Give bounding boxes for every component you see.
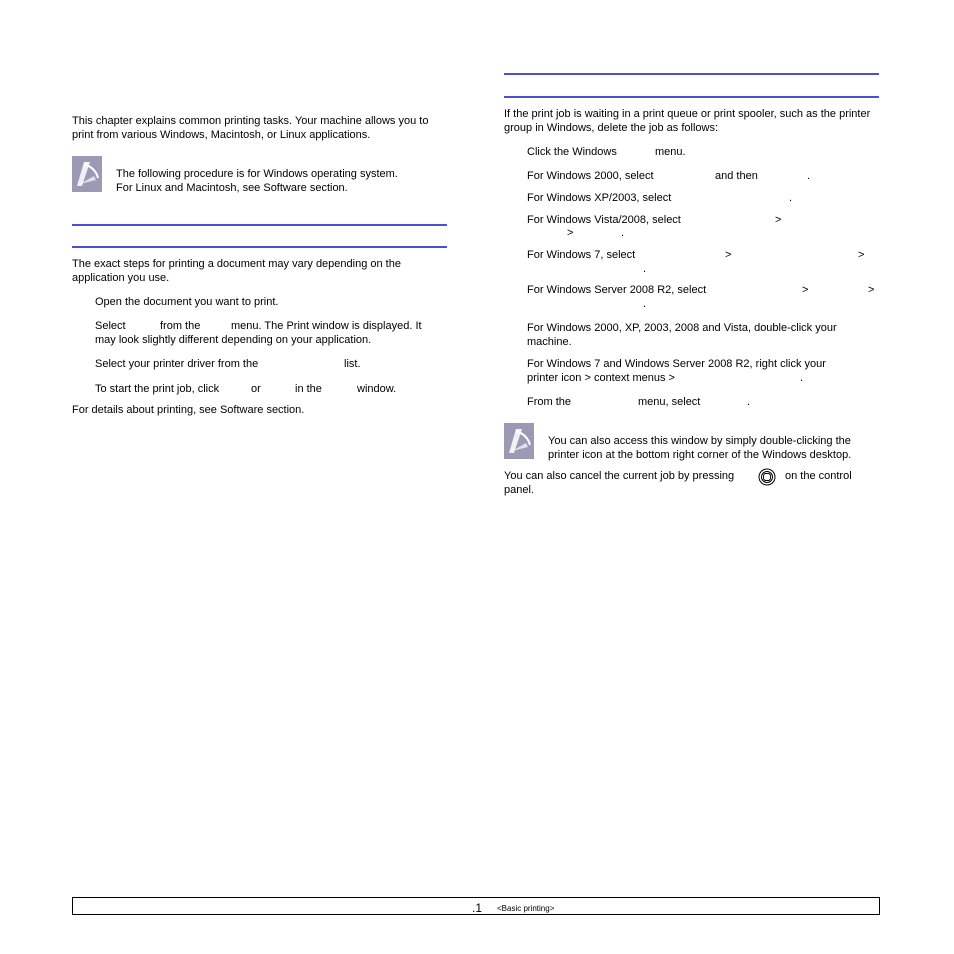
wxp-text: For Windows XP/2003, select (527, 192, 672, 204)
step-2-line2: may look slightly different depending on your application. (95, 334, 372, 346)
from-text: From the (527, 396, 572, 408)
w7-gt2: > (858, 249, 865, 261)
right-rule-top (504, 73, 879, 75)
step-4-text: To start the print job, click (95, 383, 220, 395)
step-1: Open the document you want to print. (95, 296, 279, 308)
w7-dot: . (643, 263, 647, 275)
ws2008-dot: . (643, 298, 647, 310)
right-click-line2: printer icon > context menus > (527, 372, 675, 384)
right-click-line1: For Windows 7 and Windows Server 2008 R2, right click your (527, 358, 826, 370)
note-icon (504, 423, 534, 459)
details-text: For details about printing, see Software section. (72, 404, 305, 416)
from-menu-select: menu, select (638, 396, 701, 408)
step-2-select: Select (95, 320, 126, 332)
right-click-dot: . (800, 372, 804, 384)
right-rule-bottom (504, 96, 879, 98)
step-2-from: from the (160, 320, 201, 332)
right-intro: If the print job is waiting in a print queue or print spooler, such as the printer group in Windows, delete the job as follows: (504, 108, 871, 134)
w7-gt1: > (725, 249, 732, 261)
wvista-dot: . (621, 227, 625, 239)
section-rule-bottom (72, 246, 447, 248)
step-4-window: window. (357, 383, 397, 395)
from-dot: . (747, 396, 751, 408)
wvista-gt1: > (775, 214, 782, 226)
wvista-gt2: > (567, 227, 574, 239)
w2000-and-then: and then (715, 170, 758, 182)
step-3-list: list. (344, 358, 361, 370)
right-step-1-menu: menu. (655, 146, 686, 158)
cancel-line2: panel. (504, 484, 534, 496)
step-4-or: or (251, 383, 261, 395)
right-note-line2: printer icon at the bottom right corner of the Windows desktop. (548, 449, 852, 461)
step-3-text: Select your printer driver from the (95, 358, 259, 370)
right-note-line1: You can also access this window by simply double-clicking the (548, 435, 851, 447)
dbl-click-line2: machine. (527, 336, 572, 348)
note-icon (72, 156, 102, 192)
step-2-menu: menu. The Print window is displayed. It (231, 320, 422, 332)
page-number: .1 (472, 901, 483, 915)
ws2008-gt1: > (802, 284, 809, 296)
dbl-click-line1: For Windows 2000, XP, 2003, 2008 and Vista, double-click your (527, 322, 837, 334)
left-note-line1: The following procedure is for Windows operating system. (116, 168, 398, 180)
ws2008-text: For Windows Server 2008 R2, select (527, 284, 707, 296)
w2000-dot: . (807, 170, 811, 182)
ws2008-gt2: > (868, 284, 875, 296)
cancel-text-end: on the control (785, 470, 852, 482)
printing-intro: The exact steps for printing a document may vary depending on the application you use. (72, 258, 401, 284)
right-step-1: Click the Windows (527, 146, 617, 158)
left-note-line2: For Linux and Macintosh, see Software section. (116, 182, 348, 194)
w2000-text: For Windows 2000, select (527, 170, 654, 182)
stop-button-icon (758, 468, 776, 486)
wxp-dot: . (789, 192, 793, 204)
cancel-text: You can also cancel the current job by pressing (504, 470, 735, 482)
footer-label: <Basic printing> (497, 904, 555, 913)
wvista-text: For Windows Vista/2008, select (527, 214, 681, 226)
w7-text: For Windows 7, select (527, 249, 636, 261)
step-4-in-the: in the (295, 383, 322, 395)
left-intro: This chapter explains common printing tasks. Your machine allows you to print from various Windows, Macintosh, or Linux applications. (72, 115, 429, 141)
section-rule-top (72, 224, 447, 226)
